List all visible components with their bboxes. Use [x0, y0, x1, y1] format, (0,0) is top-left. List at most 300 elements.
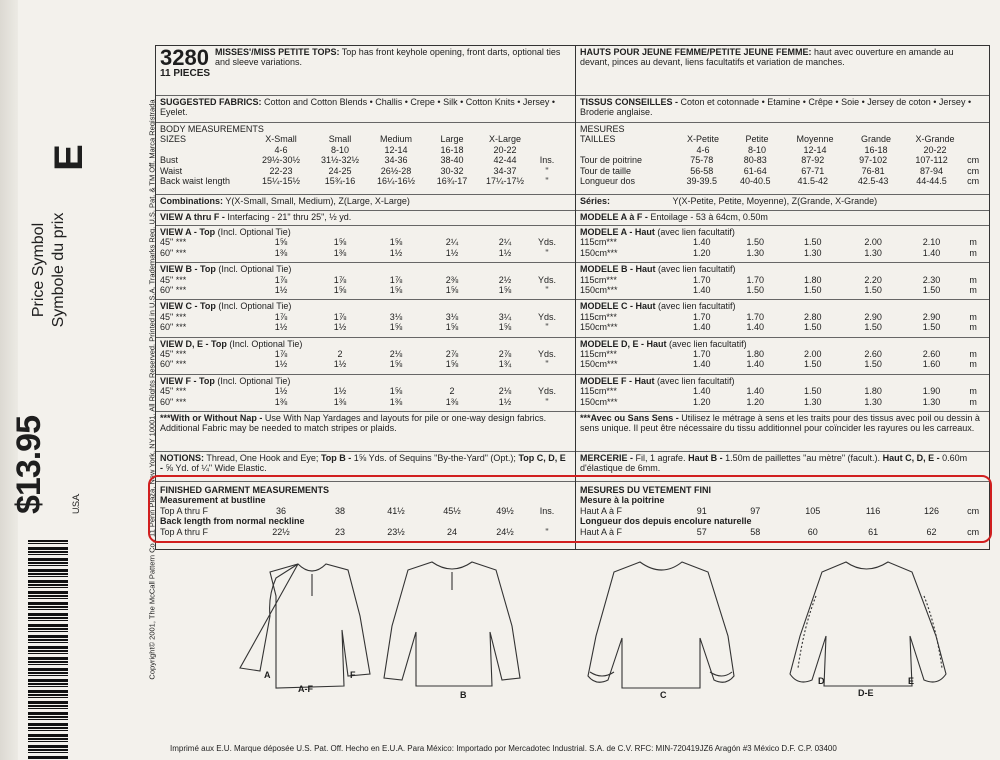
row-label: Waist [160, 165, 183, 176]
unit: m [969, 237, 977, 248]
view-heading [580, 264, 985, 274]
cell: 67-71 [801, 165, 825, 176]
cell: 1⅝ [389, 322, 403, 333]
cell: 36 [275, 505, 286, 516]
finished-title: FINISHED GARMENT MEASUREMENTS [160, 485, 330, 495]
interfacing-fr [576, 211, 989, 226]
sketch-view-c [588, 562, 734, 688]
combinations-fr [576, 195, 989, 211]
yardage-row [580, 237, 985, 247]
cell: 1⅝ [389, 285, 403, 295]
cell: 1⅜ [333, 247, 347, 258]
size-header: X-Grande [915, 134, 955, 145]
cell: 1.50 [746, 285, 765, 295]
back-waist-row-fr [580, 176, 985, 186]
cell: 2.90 [864, 311, 882, 322]
row-label: 45" *** [160, 311, 187, 322]
yardage-row [160, 312, 571, 322]
cell: 2.00 [803, 349, 822, 359]
cell: 2 [449, 386, 455, 397]
sketch-view-b [384, 562, 520, 686]
cell: 2.80 [803, 311, 822, 322]
finished-bust-label: Mesure à la poitrine [580, 495, 665, 506]
header-block-fr [576, 46, 989, 96]
cell: 105 [805, 505, 821, 516]
notions-cde-label: Haut C, D, E - [882, 453, 940, 463]
cell: 1⅝ [389, 237, 403, 248]
cell: 2.10 [922, 237, 941, 248]
footer-legal: Imprimé aux E.U. Marque déposée U.S. Pat. Off. Hecho en E.U.A. Para México: Importado por Mercadotec Industrial. S.A. de C.V. RFC: MIN-720419JZ6 Aragón #3 México D.F. C.P. 03400 [170, 744, 837, 753]
cell: 1.40 [693, 359, 711, 370]
row-label: 150cm*** [580, 322, 618, 333]
nap-title: ***Avec ou Sans Sens - [580, 413, 679, 423]
waist-row-en [160, 166, 571, 176]
view-title: MODELE A - Haut [580, 227, 655, 237]
price-symbol-label [29, 195, 69, 345]
cell: 1.70 [746, 311, 765, 322]
view-block-en [156, 263, 575, 300]
size-header: Large [440, 134, 464, 145]
unit: m [969, 322, 977, 333]
cell: 24 [446, 526, 457, 537]
size-number: 8-10 [747, 144, 766, 155]
cell: 116 [865, 505, 881, 516]
cell: 1.40 [693, 386, 711, 397]
view-heading [580, 376, 985, 386]
row-label: 60" *** [160, 285, 187, 295]
cell: 1⅝ [389, 386, 403, 397]
back-waist-row-en [160, 176, 571, 186]
cell: 16¼-16½ [376, 176, 416, 187]
unit: m [969, 311, 977, 322]
unit: Yds. [537, 274, 556, 285]
sizes-label-en: SIZES [160, 134, 187, 145]
cell: 1.50 [864, 285, 882, 295]
cell: 1.50 [803, 386, 822, 397]
cell: 1.90 [922, 386, 941, 397]
view-title: MODELE F - Haut [580, 375, 655, 386]
row-label: 150cm*** [580, 396, 618, 407]
cell: 17¼-17½ [485, 176, 525, 187]
row-label: 45" *** [160, 274, 187, 285]
cell: 2.20 [864, 274, 882, 285]
view-title: VIEW F - Top [160, 375, 215, 386]
cell: 42-44 [493, 155, 517, 166]
view-heading [160, 376, 571, 386]
nap-en [156, 412, 575, 452]
cell: 1⅞ [274, 349, 288, 359]
unit: Ins. [539, 155, 555, 166]
cell: 34-36 [384, 155, 408, 166]
size-number: 12-14 [384, 144, 408, 155]
cell: 1.80 [864, 386, 882, 397]
view-heading [580, 301, 985, 311]
fabrics-block-en [156, 96, 575, 123]
cell: 1½ [274, 386, 288, 397]
yardage-row [580, 397, 985, 407]
cell: 23½ [387, 526, 405, 537]
view-note: (avec lien facultatif) [657, 227, 735, 237]
cell: 1⅝ [274, 237, 288, 248]
cell: 1.30 [803, 396, 822, 407]
unit: " [545, 285, 549, 295]
yardage-row [160, 248, 571, 258]
cell: 2⅜ [445, 274, 459, 285]
unit: Ins. [539, 505, 555, 516]
cell: 80-83 [743, 155, 767, 166]
unit: Yds. [537, 386, 556, 397]
cell: 1.40 [746, 359, 765, 370]
fabrics-title-en: SUGGESTED FABRICS: [160, 97, 262, 107]
row-label: Longueur dos [580, 176, 636, 187]
row-label: 150cm*** [580, 247, 618, 258]
size-number: 4-6 [274, 144, 288, 155]
price-symbol-fr: Symbole du prix [50, 212, 67, 328]
cell: 1.50 [864, 322, 882, 333]
yardage-row [580, 285, 985, 295]
cell: 1⅝ [445, 285, 459, 295]
size-number: 16-18 [864, 144, 888, 155]
cell: 1½ [333, 359, 347, 370]
notions-b-text: 1.50m de paillettes "au mètre" (facult.). [725, 453, 881, 463]
cell: 1.50 [922, 285, 941, 295]
unit: cm [967, 176, 980, 187]
garment-sketches [220, 556, 980, 706]
unit: m [969, 285, 977, 295]
finished-back-label: Back length from normal neckline [160, 516, 305, 527]
yardage-row [580, 322, 985, 332]
cell: 31½-32½ [320, 155, 360, 166]
row-label: 115cm*** [580, 237, 617, 248]
size-header: X-Small [265, 134, 297, 145]
desc-fr: haut avec ouverture en amande au devant, pinces au devant, liens facultatifs et variation de manches. [580, 47, 954, 68]
row-label: Top A thru F [160, 526, 209, 537]
view-note: (Incl. Optional Tie) [217, 375, 291, 386]
cell: 87-92 [801, 155, 825, 166]
cell: 1.70 [746, 274, 765, 285]
unit: " [545, 396, 549, 407]
interfacing-text: Interfacing - 21" thru 25", ½ yd. [227, 212, 352, 222]
unit: m [969, 349, 977, 359]
row-label: Bust [160, 155, 179, 166]
french-column [576, 46, 989, 549]
row-label: Tour de taille [580, 165, 632, 176]
sizes-label-fr: TAILLES [580, 134, 616, 145]
cell: 1.60 [922, 359, 941, 370]
label-a: A [264, 670, 271, 680]
yardage-row [160, 397, 571, 407]
english-column [156, 46, 576, 549]
row-label: 150cm*** [580, 285, 618, 295]
envelope-sidebar [10, 40, 144, 740]
notions-cde-text: 0.60m d'élastique de 6mm. [580, 453, 968, 474]
view-block-en [156, 226, 575, 263]
view-block-en [156, 375, 575, 412]
cell: 1.80 [746, 349, 765, 359]
cell: 1.50 [803, 237, 822, 248]
view-heading [160, 339, 571, 349]
view-block-fr [576, 263, 989, 300]
yardage-row [160, 386, 571, 396]
cell: 1⅝ [445, 322, 459, 333]
view-block-fr [576, 226, 989, 263]
cell: 34-37 [493, 165, 517, 176]
cell: 1½ [274, 285, 288, 295]
interfacing-text: Entoilage - 53 à 64cm, 0.50m [650, 212, 768, 222]
cell: 2⅛ [389, 349, 403, 359]
cell: 1⅜ [274, 247, 288, 258]
view-note: (Incl. Optional Tie) [229, 338, 303, 349]
cell: 29½-30½ [261, 155, 301, 166]
cell: 1½ [498, 247, 512, 258]
row-label: 60" *** [160, 359, 187, 370]
view-block-fr [576, 300, 989, 337]
cell: 1.50 [803, 359, 822, 370]
interfacing-en [156, 211, 575, 226]
label-e: E [908, 676, 915, 686]
size-header: X-Large [488, 134, 522, 145]
finished-back-label: Longueur dos depuis encolure naturelle [580, 516, 752, 527]
cell: 1.40 [693, 322, 711, 333]
title-fr: HAUTS POUR JEUNE FEMME/PETITE JEUNE FEMME: [580, 47, 812, 57]
label-a-f: A-F [298, 684, 313, 694]
cell: 75-78 [690, 155, 714, 166]
price-note: U.S.A. [71, 493, 81, 514]
view-block-en [156, 300, 575, 337]
view-note: (avec lien facultatif) [658, 301, 736, 312]
unit: " [545, 247, 549, 258]
label-d: D [818, 676, 825, 686]
cell: 30-32 [440, 165, 464, 176]
view-heading [580, 227, 985, 237]
nap-title: ***With or Without Nap - [160, 413, 263, 423]
cell: 41½ [387, 505, 405, 516]
yardage-row [160, 285, 571, 295]
cell: 1⅝ [333, 285, 347, 295]
view-heading [160, 301, 571, 311]
view-title: MODELE D, E - Haut [580, 338, 667, 349]
unit: m [969, 386, 977, 397]
cell: 26½-28 [380, 165, 412, 176]
cell: 1.20 [746, 396, 765, 407]
yardage-row [160, 322, 571, 332]
row-label: 115cm*** [580, 386, 617, 397]
row-label: 45" *** [160, 349, 187, 359]
cell: 1⅞ [274, 311, 288, 322]
cell: 1.20 [693, 396, 711, 407]
notions-text: Fil, 1 agrafe. [635, 453, 686, 463]
cell: 1½ [333, 322, 347, 333]
cell: 1⅞ [333, 311, 347, 322]
view-note: (avec lien facultatif) [658, 264, 736, 275]
cell: 76-81 [861, 165, 885, 176]
label-f: F [350, 670, 356, 680]
cell: 126 [924, 505, 940, 516]
cell: 1.50 [746, 237, 765, 248]
sketch-view-d-e [790, 562, 946, 686]
cell: 1.50 [803, 322, 822, 333]
row-label: 115cm*** [580, 311, 617, 322]
cell: 1⅞ [333, 274, 347, 285]
cell: 2⅞ [445, 349, 459, 359]
cell: 1.50 [922, 322, 941, 333]
cell: 1⅜ [445, 396, 459, 407]
label-b: B [460, 690, 467, 700]
unit: " [545, 322, 549, 333]
cell: 45½ [443, 505, 461, 516]
cell: 2¼ [498, 237, 512, 248]
cell: 15¾-16 [324, 176, 356, 187]
row-label: 60" *** [160, 247, 187, 258]
cell: 62 [926, 526, 937, 537]
cell: 1½ [445, 247, 459, 258]
cell: 2 [337, 349, 343, 359]
view-block-fr [576, 375, 989, 412]
cell: 49½ [496, 505, 514, 516]
cell: 1.40 [746, 322, 765, 333]
row-label: 45" *** [160, 386, 187, 397]
notions-b-text: 1⅝ Yds. of Sequins "By-the-Yard" (Opt.); [353, 453, 516, 463]
yardage-row [160, 237, 571, 247]
size-number: 4-6 [696, 144, 710, 155]
unit: cm [967, 505, 980, 516]
cell: 22-23 [269, 165, 293, 176]
size-header: Petite [745, 134, 769, 145]
cell: 1½ [498, 396, 512, 407]
bust-row-fr [580, 155, 985, 165]
row-label: 115cm*** [580, 274, 617, 285]
label-c: C [660, 690, 667, 700]
cell: 22½ [272, 526, 290, 537]
view-title: VIEW C - Top [160, 301, 216, 312]
cell: 1.50 [803, 285, 822, 295]
combinations-text: Y(X-Small, Small, Medium), Z(Large, X-Large) [225, 196, 410, 206]
cell: 58 [750, 526, 761, 537]
view-title: MODELE C - Haut [580, 301, 656, 312]
cell: 38-40 [440, 155, 464, 166]
cell: 41.5-42 [797, 176, 828, 187]
yardage-row [160, 359, 571, 369]
yardage-row [580, 359, 985, 369]
cell: 2⅞ [498, 349, 512, 359]
cell: 3⅛ [445, 311, 459, 322]
notions-title: MERCERIE - [580, 453, 634, 463]
row-label: 45" *** [160, 237, 187, 248]
size-header: Small [328, 134, 352, 145]
cell: 44-44.5 [916, 176, 947, 187]
cell: 1½ [389, 247, 403, 258]
cell: 1⅝ [389, 359, 403, 370]
view-block-fr [576, 338, 989, 375]
cell: 1⅜ [389, 396, 403, 407]
cell: 23 [334, 526, 345, 537]
size-header: Grande [860, 134, 892, 145]
cell: 1⅝ [498, 322, 512, 333]
cell: 97 [750, 505, 761, 516]
notions-text: Thread, One Hook and Eye; [206, 453, 319, 463]
cell: 1⅜ [274, 396, 288, 407]
cell: 1.30 [864, 247, 882, 258]
view-note: (Incl. Optional Tie) [217, 227, 291, 237]
notions-cde-label: Top C, D, E - [160, 453, 566, 474]
label-d-e: D-E [858, 688, 874, 698]
size-header: X-Petite [686, 134, 719, 145]
cell: 1.30 [922, 396, 941, 407]
size-number: 16-18 [440, 144, 464, 155]
notions-cde-text: ⅝ Yd. of ¼" Wide Elastic. [165, 463, 267, 474]
body-measurements-fr [576, 123, 989, 195]
cell: 1.40 [922, 247, 941, 258]
cell: 38 [334, 505, 345, 516]
barcode-image [28, 540, 68, 760]
view-title: VIEW B - Top [160, 264, 216, 275]
finished-title: MESURES DU VETEMENT FINI [580, 485, 712, 495]
interfacing-label: MODELE A à F - [580, 212, 648, 222]
view-note: (Incl. Optional Tie) [218, 301, 292, 312]
fabrics-block-fr [576, 96, 989, 123]
yardage-row [160, 349, 571, 359]
view-heading [160, 227, 571, 237]
cell: 1⅝ [333, 237, 347, 248]
cell: 1.30 [864, 396, 882, 407]
row-label: Haut A à F [580, 526, 623, 537]
legal-text: Copyright© 2001, The McCall Pattern Co., 11 Penn Plaza, New York, NY 10001. All Rights Reserved. Printed in U.S.A. Trademarks Reg. U.S. Pat. & TM Off. Marca Registrada [147, 99, 157, 680]
cell: 2.60 [864, 349, 882, 359]
unit: " [545, 165, 549, 176]
cell: 2½ [498, 274, 512, 285]
pieces-count: 11 PIECES [160, 68, 211, 79]
cell: 60 [807, 526, 818, 537]
cell: 1⅞ [274, 274, 288, 285]
row-label: 60" *** [160, 396, 187, 407]
size-range-letter: E [46, 144, 91, 171]
unit: cm [967, 155, 980, 166]
view-heading [160, 264, 571, 274]
cell: 39-39.5 [686, 176, 718, 187]
price-value: $13.95 [10, 416, 48, 514]
combinations-text: Y(X-Petite, Petite, Moyenne), Z(Grande, X-Grande) [672, 196, 878, 206]
cell: 1.70 [693, 274, 711, 285]
header-block-en [156, 46, 575, 96]
cell: 2¼ [445, 237, 459, 248]
row-label: Back waist length [160, 176, 231, 187]
cell: 1.80 [803, 274, 822, 285]
unit: Yds. [537, 311, 556, 322]
unit: m [969, 247, 977, 258]
unit: " [545, 176, 549, 187]
row-label: Tour de poitrine [580, 155, 643, 166]
price-symbol-en: Price Symbol [30, 222, 47, 318]
yardage-row [580, 275, 985, 285]
unit: cm [967, 526, 980, 537]
cell: 56-58 [690, 165, 714, 176]
view-title: MODELE B - Haut [580, 264, 656, 275]
combinations-label: Combinations: [160, 196, 223, 206]
nap-text: Utilisez le métrage à sens et les traits pour des tissus avec poil ou dessin à sens unique. Il peut être nécessaire du tissu additionnel pour coïncider les rayures ou les carreaux. [580, 413, 980, 434]
size-number: 8-10 [330, 144, 349, 155]
cell: 1½ [333, 386, 347, 397]
unit: Yds. [537, 237, 556, 248]
row-label: 150cm*** [580, 359, 618, 370]
view-block-en [156, 338, 575, 375]
pattern-number: 3280 [160, 45, 209, 70]
yardage-row [580, 349, 985, 359]
view-note: (Incl. Optional Tie) [218, 264, 292, 275]
cell: 1⅝ [498, 285, 512, 295]
cell: 2.90 [922, 311, 941, 322]
cell: 91 [696, 505, 707, 516]
cell: 1¾ [498, 359, 512, 370]
